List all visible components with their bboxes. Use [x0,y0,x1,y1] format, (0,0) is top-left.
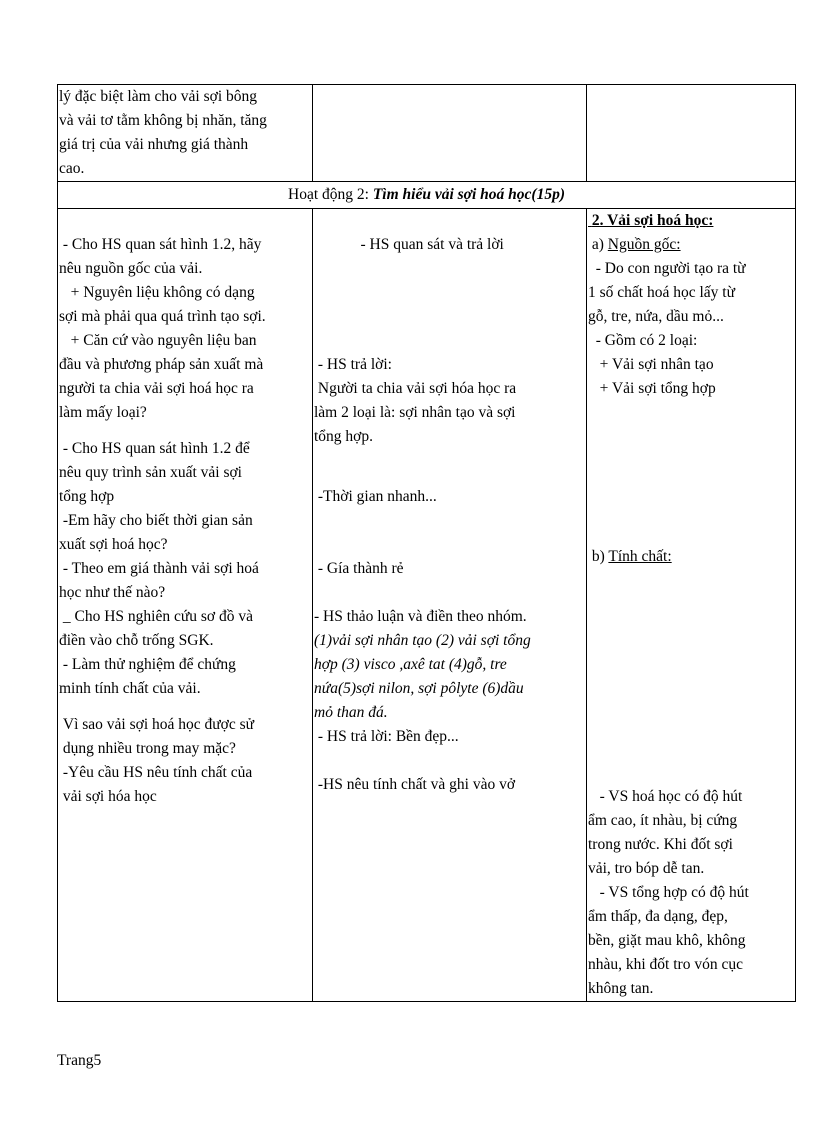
text-line: - HS trả lời: Bền đẹp... [314,728,459,745]
text-line: tổng hợp. [314,428,374,445]
text-line: + Vải sợi tổng hợp [588,380,716,397]
row1-col2-cell [313,85,587,182]
text-line: nứa(5)sợi nilon, sợi pôlyte (6)dầu [314,680,524,697]
text-line: mỏ than đá. [314,704,388,721]
text-line: _ Cho HS nghiên cứu sơ đồ và [59,608,253,625]
text-line: làm mấy loại? [59,404,147,421]
text-line: (1)vải sợi nhân tạo (2) vải sợi tổng [314,632,531,649]
text-line: xuất sợi hoá học? [59,536,168,553]
text-line: minh tính chất của vải. [59,680,201,697]
table-row [58,85,796,182]
text-line: hợp (3) visco ,axê tat (4)gỗ, tre [314,656,507,673]
text-line: làm 2 loại là: sợi nhân tạo và sợi [314,404,516,421]
section-title: 2. Vải sợi hoá học: [588,212,714,229]
text-line: học như thế nào? [59,584,166,601]
text-line: cao. [59,160,85,177]
text-line: gỗ, tre, nứa, dầu mỏ... [588,308,724,325]
text-line: vải sợi hóa học [59,788,157,805]
text-line: - Cho HS quan sát hình 1.2 để [59,440,250,457]
text-line: và vải tơ tằm không bị nhăn, tăng [59,112,267,129]
text-line: - Do con người tạo ra từ [588,260,746,277]
activity-header-prefix: Hoạt động 2: [288,186,373,203]
page-number: Trang5 [57,1052,102,1069]
text-line: ẩm cao, ít nhàu, bị cứng [588,812,738,829]
lesson-table [57,84,796,1002]
text-line: nêu quy trình sản xuất vải sợi [59,464,242,481]
text-line: -Yêu cầu HS nêu tính chất của [59,764,253,781]
text-line: - Gồm có 2 loại: [588,332,698,349]
text-line: - Làm thử nghiệm để chứng [59,656,236,673]
text-line: - Gía thành rẻ [314,560,404,577]
text-line: + Vải sợi nhân tạo [588,356,714,373]
text-line: -Em hãy cho biết thời gian sản [59,512,253,529]
text-line: + Căn cứ vào nguyên liệu ban [59,332,257,349]
text-line: 1 số chất hoá học lấy từ [588,284,736,301]
text-line: - HS trả lời: [314,356,392,373]
teacher-activity-cell [58,209,313,1002]
text-line: nhàu, khi đốt tro vón cục [588,956,743,973]
text-line: - HS thảo luận và điền theo nhóm. [314,608,527,625]
text-line: - VS tổng hợp có độ hút [588,884,749,901]
activity-header-title: Tìm hiểu vải sợi hoá học(15p) [372,186,565,203]
text-line: bền, giặt mau khô, không [588,932,746,949]
table-row [58,209,796,1002]
student-activity-cell [313,209,587,1002]
text-line: - Cho HS quan sát hình 1.2, hãy [59,236,262,253]
text-line: ẩm thấp, đa dạng, đẹp, [588,908,728,925]
text-line: vải, tro bóp dễ tan. [588,860,705,877]
text-line: đầu và phương pháp sản xuất mà [59,356,264,373]
text-line: không tan. [588,980,654,997]
subsection-properties: b) Tính chất: [588,548,672,565]
text-line: - HS quan sát và trả lời [314,236,504,253]
text-line: lý đặc biệt làm cho vải sợi bông [59,88,258,105]
row1-col3-cell [587,85,796,182]
text-line: + Nguyên liệu không có dạng [59,284,255,301]
text-line: -Thời gian nhanh... [314,488,437,505]
table-row [58,182,796,209]
row1-col1-cell [58,85,313,182]
content-cell [587,209,796,1002]
text-line: Vì sao vải sợi hoá học được sử [59,716,255,733]
text-line: nêu nguồn gốc của vải. [59,260,203,277]
text-line: - VS hoá học có độ hút [588,788,743,805]
text-line: giá trị của vải nhưng giá thành [59,136,249,153]
activity-header [58,182,796,209]
text-line: tổng hợp [59,488,115,505]
text-line: điền vào chỗ trống SGK. [59,632,214,649]
text-line: người ta chia vải sợi hoá học ra [59,380,254,397]
text-line: trong nước. Khi đốt sợi [588,836,733,853]
text-line: dụng nhiều trong may mặc? [59,740,236,757]
subsection-origin: a) Nguồn gốc: [588,236,681,253]
text-line: Người ta chia vải sợi hóa học ra [314,380,517,397]
text-line: -HS nêu tính chất và ghi vào vở [314,776,516,793]
text-line: - Theo em giá thành vải sợi hoá [59,560,259,577]
text-line: sợi mà phải qua quá trình tạo sợi. [59,308,266,325]
